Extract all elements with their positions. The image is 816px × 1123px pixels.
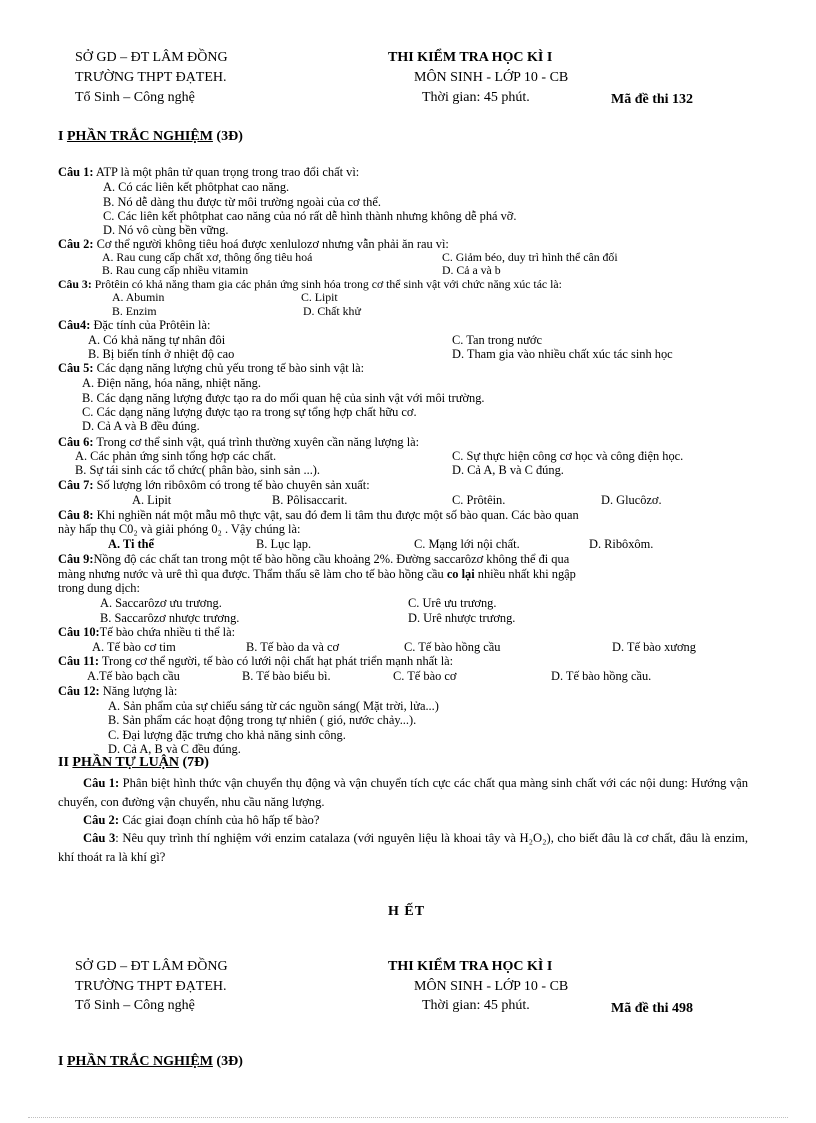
question-label: Câu 10: (58, 625, 100, 639)
question-label: Câu 8: (58, 508, 94, 522)
option-10c: C. Tế bào hồng cầu (404, 640, 501, 654)
section-points: (3Đ) (212, 1054, 243, 1069)
question-12 (58, 684, 177, 698)
option-2a: A. Rau cung cấp chất xơ, thông ống tiêu hoá (102, 250, 313, 264)
option-6d: D. Cả A, B và C đúng. (452, 463, 564, 477)
question-label: Câu 11: (58, 654, 99, 668)
section-title: PHẦN TỰ LUẬN (72, 755, 179, 770)
department-name-2: SỞ GD – ĐT LÂM ĐỒNG (75, 959, 228, 974)
option-4a: A. Có khả năng tự nhân đôi (88, 333, 226, 347)
question-text: Năng lượng là: (99, 684, 178, 698)
question-9-cont2: trong dung dịch: (58, 581, 140, 595)
department-name: SỞ GD – ĐT LÂM ĐỒNG (75, 50, 228, 65)
question-label: Câu 12: (58, 684, 100, 698)
question-label: Câu 2: (58, 237, 94, 251)
option-3a: A. Abumin (112, 290, 165, 304)
option-2b: B. Rau cung cấp nhiều vitamin (102, 263, 249, 277)
question-text: Trong cơ thể người, tế bào có lưới nội chất hạt phát triển mạnh nhất là: (98, 654, 454, 668)
option-2c: C. Giảm béo, duy trì hình thể cân đối (442, 250, 618, 264)
option-12b: B. Sản phẩm các hoạt động trong tự nhiên ( gió, nước chảy...). (108, 713, 417, 727)
option-3d: D. Chất khử (303, 304, 361, 318)
question-4 (58, 318, 210, 332)
question-11 (58, 654, 453, 668)
question-text: Số lượng lớn ribôxôm có trong tế bào chuyên sản xuất: (93, 478, 370, 492)
section-title: PHẦN TRẮC NGHIỆM (66, 129, 213, 144)
essay-text: Các giai đoạn chính của hô hấp tế bào? (119, 813, 320, 827)
question-text: Khi nghiền nát một mẫu mô thực vật, sau đó đem li tâm thu được một số bào quan. Các bào quan (93, 508, 579, 522)
end-marker: H ẾT (388, 904, 426, 919)
option-7b: B. Pôlisaccarit. (272, 493, 348, 507)
section-prefix: II (58, 755, 73, 770)
option-10a: A. Tế bào cơ tim (92, 640, 176, 654)
essay-question-1 (58, 774, 748, 812)
question-label: Câu 9: (58, 552, 94, 566)
question-10 (58, 625, 235, 639)
section-heading-essay (58, 755, 209, 771)
question-8 (58, 508, 579, 522)
section-points: (7Đ) (178, 755, 209, 770)
group-name-2: Tổ Sinh – Công nghệ (75, 998, 195, 1013)
question-label: Câu 7: (58, 478, 94, 492)
option-4c: C. Tan trong nước (452, 333, 542, 347)
option-9d: D. Urê nhược trương. (408, 611, 516, 625)
question-5 (58, 361, 364, 375)
question-6 (58, 435, 419, 449)
question-label: Câu 6: (58, 435, 94, 449)
option-5b: B. Các dạng năng lượng được tạo ra do mối quan hệ của sinh vật với môi trường. (82, 391, 485, 405)
question-9-cont (58, 567, 576, 581)
option-5a: A. Điện năng, hóa năng, nhiệt năng. (82, 376, 261, 390)
question-text: Prôtêin có khả năng tham gia các phản ứng sinh hóa trong cơ thể sinh vật với chức năng xúc tác là: (91, 277, 562, 291)
essay-label: Câu 2: (83, 813, 120, 827)
option-3c: C. Lipit (301, 290, 338, 304)
option-10b: B. Tế bào da và cơ (246, 640, 340, 654)
option-2d: D. Cả a và b (442, 263, 501, 277)
option-1d: D. Nó vô cùng bền vững. (103, 223, 229, 237)
essay-question-3 (58, 829, 748, 867)
section-heading-multiple-choice-2 (58, 1054, 243, 1070)
group-name: Tổ Sinh – Công nghệ (75, 90, 195, 105)
option-9c: C. Urê ưu trương. (408, 596, 497, 610)
section-prefix: I (58, 1054, 67, 1069)
option-4d: D. Tham gia vào nhiều chất xúc tác sinh học (452, 347, 673, 361)
question-label: Câu4: (58, 318, 91, 332)
option-8a (108, 537, 154, 551)
option-11d: D. Tế bào hồng cầu. (551, 669, 652, 683)
question-text: Cơ thể người không tiêu hoá được xenlulozơ nhưng vẫn phải ăn rau vì: (93, 237, 449, 251)
question-text: Các dạng năng lượng chủ yếu trong tế bào sinh vật là: (93, 361, 365, 375)
option-5c: C. Các dạng năng lượng được tạo ra trong sự tổng hợp chất hữu cơ. (82, 405, 417, 419)
question-2 (58, 237, 449, 251)
essay-text: : Nêu quy trình thí nghiệm với enzim catalaza (với nguyên liệu là khoai tây và H₂O₂), cho biết đâu là cơ chất, đâu là enzim, khí thoát ra là khí gì? (58, 831, 748, 864)
option-11b: B. Tế bào biểu bì. (242, 669, 331, 683)
section-points: (3Đ) (212, 129, 243, 144)
option-9a: A. Saccarôzơ ưu trương. (100, 596, 222, 610)
school-name: TRƯỜNG THPT ĐẠTEH. (75, 70, 227, 85)
school-name-2: TRƯỜNG THPT ĐẠTEH. (75, 979, 227, 994)
question-label: Câu 3: (58, 277, 92, 291)
section-heading-multiple-choice (58, 129, 243, 145)
question-text: Trong cơ thể sinh vật, quá trình thường xuyên cần năng lượng là: (93, 435, 420, 449)
subject: MÔN SINH - LỚP 10 - CB (414, 70, 569, 85)
option-8c: C. Mạng lới nội chất. (414, 537, 520, 551)
exam-title: THI KIỂM TRA HỌC KÌ I (388, 50, 553, 65)
question-label: Câu 5: (58, 361, 94, 375)
option-1b: B. Nó dễ dàng thu được từ môi trường ngoài của cơ thể. (103, 195, 381, 209)
exam-code: Mã đề thi 132 (611, 92, 694, 107)
question-1 (58, 165, 359, 179)
option-5d: D. Cả A và B đều đúng. (82, 419, 200, 433)
exam-time: Thời gian: 45 phút. (422, 90, 530, 105)
section-title: PHẦN TRẮC NGHIỆM (66, 1054, 213, 1069)
exam-title-2: THI KIỂM TRA HỌC KÌ I (388, 959, 553, 974)
option-11c: C. Tế bào cơ (393, 669, 457, 683)
exam-code-2: Mã đề thi 498 (611, 1001, 694, 1016)
question-9-text-a: màng nhưng nước và urê thì qua được. Thẩm thấu sẽ làm cho tế bào hồng cầu (58, 567, 447, 581)
option-3b: B. Enzim (112, 304, 157, 318)
question-text: Đặc tính của Prôtêin là: (90, 318, 211, 332)
question-3 (58, 277, 562, 291)
option-12c: C. Đại lượng đặc trưng cho khả năng sinh công. (108, 728, 346, 742)
option-9b: B. Saccarôzơ nhược trương. (100, 611, 240, 625)
question-text: Tế bào chứa nhiều ti thể là: (99, 625, 236, 639)
option-12d: D. Cả A, B và C đều đúng. (108, 742, 241, 756)
option-1c: C. Các liên kết phôtphat cao năng của nó rất dễ hình thành nhưng không dễ phá vỡ. (103, 209, 517, 223)
option-10d: D. Tế bào xương (612, 640, 696, 654)
option-7d: D. Glucôzơ. (601, 493, 662, 507)
option-11a: A.Tế bào bạch cầu (87, 669, 180, 683)
option-6a: A. Các phản ứng sinh tổng hợp các chất. (75, 449, 277, 463)
section-prefix: I (58, 129, 67, 144)
option-6b: B. Sự tái sinh các tổ chức( phân bào, sinh sản ...). (75, 463, 321, 477)
option-6c: C. Sự thực hiện công cơ học và công điện học. (452, 449, 684, 463)
page-break-divider (28, 1117, 788, 1118)
option-8b: B. Lục lạp. (256, 537, 312, 551)
option-12a: A. Sản phẩm của sự chiếu sáng từ các nguồn sáng( Mặt trời, lửa...) (108, 699, 439, 713)
question-9-emphasis: co lại (446, 567, 475, 581)
essay-label: Câu 3 (83, 831, 116, 845)
option-8a-text: A. Ti thể (108, 537, 155, 551)
option-1a: A. Có các liên kết phôtphat cao năng. (103, 180, 290, 194)
essay-label: Câu 1: (83, 776, 120, 790)
option-7a: A. Lipit (132, 493, 172, 507)
question-7 (58, 478, 370, 492)
option-7c: C. Prôtêin. (452, 493, 506, 507)
question-9-text-c: nhiều nhất khi ngập (474, 567, 576, 581)
option-4b: B. Bị biến tính ở nhiệt độ cao (88, 347, 235, 361)
question-8-cont: này hấp thụ C0₂ và giải phóng 0₂ . Vậy chúng là: (58, 522, 301, 536)
question-text: Nồng độ các chất tan trong một tế bào hồng cầu khoảng 2%. Đường saccarôzơ không thể đi qua (93, 552, 570, 566)
question-label: Câu 1: (58, 165, 94, 179)
exam-time-2: Thời gian: 45 phút. (422, 998, 530, 1013)
option-8d: D. Ribôxôm. (589, 537, 654, 551)
essay-text: Phân biệt hình thức vận chuyển thụ động và vận chuyển tích cực các chất qua màng sinh chất với các nội dung: Hướng vận chuyển, con đường vận chuyển, nhu cầu năng lượng. (58, 776, 748, 809)
question-9 (58, 552, 569, 566)
essay-question-2 (58, 811, 748, 830)
question-text: ATP là một phân tử quan trọng trong trao đổi chất vì: (93, 165, 360, 179)
subject-2: MÔN SINH - LỚP 10 - CB (414, 979, 569, 994)
